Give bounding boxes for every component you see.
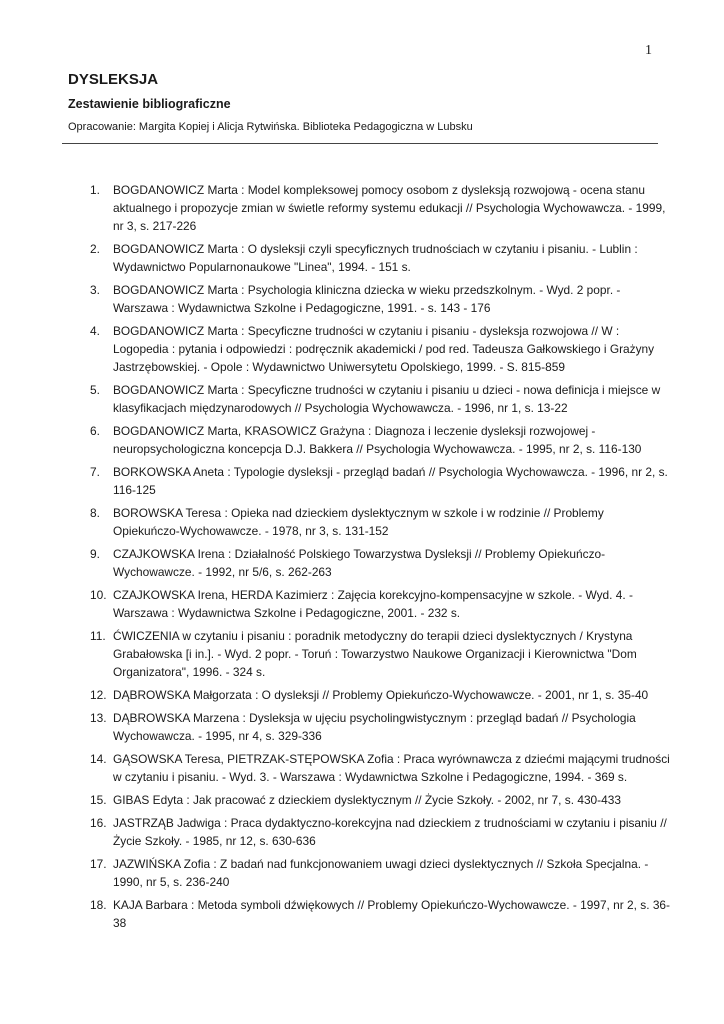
bibliography-entry (90, 814, 670, 850)
entry-text: BOROWSKA Teresa : Opieka nad dzieckiem dyslektycznym w szkole i w rodzinie // Problemy Opiekuńczo-Wychowawcze. - 1978, nr 3, s. 131-152 (113, 506, 604, 538)
page-number: 1 (645, 43, 652, 58)
entry-text: CZAJKOWSKA Irena : Działalność Polskiego Towarzystwa Dysleksji // Problemy Opiekuńczo-Wychowawcze. - 1992, nr 5/6, s. 262-263 (113, 547, 606, 579)
entry-text: JASTRZĄB Jadwiga : Praca dydaktyczno-korekcyjna nad dzieckiem z trudnościami w czytaniu i pisaniu // Życie Szkoły. - 1985, nr 12, s. 630-636 (113, 816, 667, 848)
entry-number: 18. (90, 898, 107, 912)
entry-number: 12. (90, 688, 107, 702)
document-title: DYSLEKSJA (68, 71, 159, 88)
bibliography-entry (90, 422, 670, 458)
bibliography-entry (90, 855, 670, 891)
entry-text: BOGDANOWICZ Marta : Model kompleksowej pomocy osobom z dysleksją rozwojową - ocena stanu aktualnego i propozycje zmian w świetle reformy systemu edukacji // Psychologia Wychowawcza. - 1999, nr 3, s. 217-226 (113, 183, 666, 233)
entry-text: DĄBROWSKA Marzena : Dysleksja w ujęciu psycholingwistycznym : przegląd badań // Psychologia Wychowawcza. - 1995, nr 4, s. 329-336 (113, 711, 636, 743)
entry-text: BORKOWSKA Aneta : Typologie dysleksji - przegląd badań // Psychologia Wychowawcza. - 1996, nr 2, s. 116-125 (113, 465, 668, 497)
bibliography-list (90, 181, 670, 937)
bibliography-entry (90, 586, 670, 622)
bibliography-entry (90, 686, 670, 704)
entry-text: GĄSOWSKA Teresa, PIETRZAK-STĘPOWSKA Zofia : Praca wyrównawcza z dziećmi mającymi trudności w czytaniu i pisaniu. - Wyd. 3. - Warszawa : Wydawnictwa Szkolne i Pedagogiczne, 1994. - 369 s. (113, 752, 670, 784)
entry-number: 4. (90, 324, 100, 338)
entry-number: 6. (90, 424, 100, 438)
entry-number: 5. (90, 383, 100, 397)
bibliography-entry (90, 281, 670, 317)
bibliography-entry (90, 181, 670, 235)
bibliography-entry (90, 896, 670, 932)
entry-text: BOGDANOWICZ Marta : Psychologia kliniczna dziecka w wieku przedszkolnym. - Wyd. 2 popr. - Warszawa : Wydawnictwa Szkolne i Pedagogiczne, 1991. - s. 143 - 176 (113, 283, 621, 315)
bibliography-entry (90, 545, 670, 581)
entry-number: 8. (90, 506, 100, 520)
entry-number: 9. (90, 547, 100, 561)
entry-number: 15. (90, 793, 107, 807)
entry-text: GIBAS Edyta : Jak pracować z dzieckiem dyslektycznym // Życie Szkoły. - 2002, nr 7, s. 430-433 (113, 793, 621, 807)
entry-text: BOGDANOWICZ Marta : O dysleksji czyli specyficznych trudnościach w czytaniu i pisaniu. - Lublin : Wydawnictwo Popularnonaukowe "Linea", 1994. - 151 s. (113, 242, 638, 274)
document-authors: Opracowanie: Margita Kopiej i Alicja Rytwińska. Biblioteka Pedagogiczna w Lubsku (68, 121, 473, 133)
entry-text: BOGDANOWICZ Marta : Specyficzne trudności w czytaniu i pisaniu u dzieci - nowa definicja i miejsce w klasyfikacjach międzynarodowych // Psychologia Wychowawcza. - 1996, nr 1, s. 13-22 (113, 383, 661, 415)
entry-text: KAJA Barbara : Metoda symboli dźwiękowych // Problemy Opiekuńczo-Wychowawcze. - 1997, nr 2, s. 36-38 (113, 898, 671, 930)
bibliography-entry (90, 791, 670, 809)
entry-text: BOGDANOWICZ Marta, KRASOWICZ Grażyna : Diagnoza i leczenie dysleksji rozwojowej - neuropsychologiczna koncepcja D.J. Bakkera // Psychologia Wychowawcza. - 1995, nr 2, s. 116-130 (113, 424, 642, 456)
entry-number: 16. (90, 816, 107, 830)
bibliography-entry (90, 240, 670, 276)
entry-number: 11. (90, 629, 106, 643)
entry-number: 13. (90, 711, 107, 725)
entry-number: 7. (90, 465, 100, 479)
entry-number: 17. (90, 857, 107, 871)
entry-text: ĆWICZENIA w czytaniu i pisaniu : poradnik metodyczny do terapii dzieci dyslektycznych / Krystyna Grabałowska [i in.]. - Wyd. 2 popr. - Toruń : Towarzystwo Naukowe Organizacji i Kierownictwa "Dom Organizatora", 1996. - 324 s. (113, 629, 637, 679)
document-subtitle: Zestawienie bibliograficzne (68, 97, 231, 111)
bibliography-entry (90, 463, 670, 499)
entry-number: 3. (90, 283, 100, 297)
entry-number: 10. (90, 588, 107, 602)
bibliography-entry (90, 627, 670, 681)
bibliography-entry (90, 709, 670, 745)
entry-text: BOGDANOWICZ Marta : Specyficzne trudności w czytaniu i pisaniu - dysleksja rozwojowa // W : Logopedia : pytania i odpowiedzi : podręcznik akademicki / pod red. Tadeusza Gałkowskiego i Grażyny Jastrzębowskiej. - Opole : Wydawnictwo Uniwersytetu Opolskiego, 1999. - S. 815-859 (113, 324, 655, 374)
entry-number: 1. (90, 183, 100, 197)
entry-number: 14. (90, 752, 107, 766)
bibliography-entry (90, 381, 670, 417)
entry-text: DĄBROWSKA Małgorzata : O dysleksji // Problemy Opiekuńczo-Wychowawcze. - 2001, nr 1, s. 35-40 (113, 688, 649, 702)
entry-text: CZAJKOWSKA Irena, HERDA Kazimierz : Zajęcia korekcyjno-kompensacyjne w szkole. - Wyd. 4. - Warszawa : Wydawnictwa Szkolne i Pedagogiczne, 2001. - 232 s. (113, 588, 633, 620)
bibliography-entry (90, 504, 670, 540)
bibliography-entry (90, 322, 670, 376)
bibliography-entry (90, 750, 670, 786)
header-divider (62, 143, 658, 144)
entry-number: 2. (90, 242, 100, 256)
entry-text: JAZWIŃSKA Zofia : Z badań nad funkcjonowaniem uwagi dzieci dyslektycznych // Szkoła Specjalna. - 1990, nr 5, s. 236-240 (113, 857, 649, 889)
